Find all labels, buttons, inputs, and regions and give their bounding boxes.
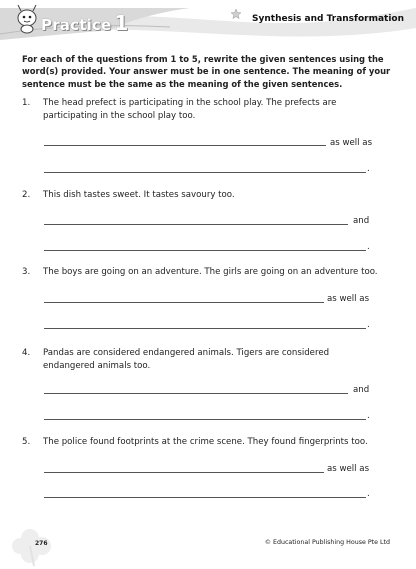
answer-line[interactable] bbox=[44, 145, 326, 146]
answer-line[interactable] bbox=[44, 250, 366, 251]
question-text: This dish tastes sweet. It tastes savoury too. bbox=[43, 190, 235, 200]
answer-line[interactable] bbox=[44, 393, 348, 394]
star-icon bbox=[231, 9, 241, 19]
question-number: 4. bbox=[22, 348, 31, 358]
answer-line[interactable] bbox=[44, 224, 348, 225]
section-title: Synthesis and Transformation bbox=[252, 14, 404, 24]
connector-word: and bbox=[353, 216, 370, 226]
sentence-end: . bbox=[367, 242, 370, 252]
page-number: 276 bbox=[35, 540, 48, 547]
instructions: For each of the questions from 1 to 5, rewrite the given sentences using the word(s) provided. Your answer must be in one sentence. The meaning of your sentence must be the same as the meaning of the given sentences. bbox=[22, 54, 391, 89]
answer-line[interactable] bbox=[44, 472, 324, 473]
question-number: 5. bbox=[22, 437, 31, 447]
clover-decoration-icon bbox=[12, 528, 58, 568]
answer-line[interactable] bbox=[44, 497, 366, 498]
sentence-end: . bbox=[367, 164, 370, 174]
connector-word: as well as bbox=[330, 138, 373, 148]
answer-line[interactable] bbox=[44, 419, 366, 420]
question-text: Pandas are considered endangered animals. Tigers are considered endangered animals too. bbox=[43, 348, 330, 371]
question-number: 3. bbox=[22, 267, 31, 277]
answer-line[interactable] bbox=[44, 302, 324, 303]
connector-word: and bbox=[353, 385, 370, 395]
practice-number: 1 bbox=[114, 11, 129, 35]
answer-line[interactable] bbox=[44, 328, 366, 329]
question-number: 2. bbox=[22, 190, 31, 200]
answer-line[interactable] bbox=[44, 172, 366, 173]
connector-word: as well as bbox=[327, 294, 370, 304]
sentence-end: . bbox=[367, 320, 370, 330]
sentence-end: . bbox=[367, 489, 370, 499]
sentence-end: . bbox=[367, 411, 370, 421]
question-text: The head prefect is participating in the school play. The prefects are participating in the school play too. bbox=[43, 98, 337, 121]
connector-word: as well as bbox=[327, 464, 370, 474]
practice-label: Practice bbox=[41, 16, 112, 34]
question-text: The police found footprints at the crime scene. They found fingerprints too. bbox=[43, 437, 368, 447]
question-number: 1. bbox=[22, 98, 31, 108]
practice-title bbox=[41, 11, 129, 35]
copyright-notice: © Educational Publishing House Pte Ltd bbox=[264, 539, 390, 546]
page-header bbox=[0, 0, 416, 48]
question-text: The boys are going on an adventure. The girls are going on an adventure too. bbox=[43, 267, 378, 277]
